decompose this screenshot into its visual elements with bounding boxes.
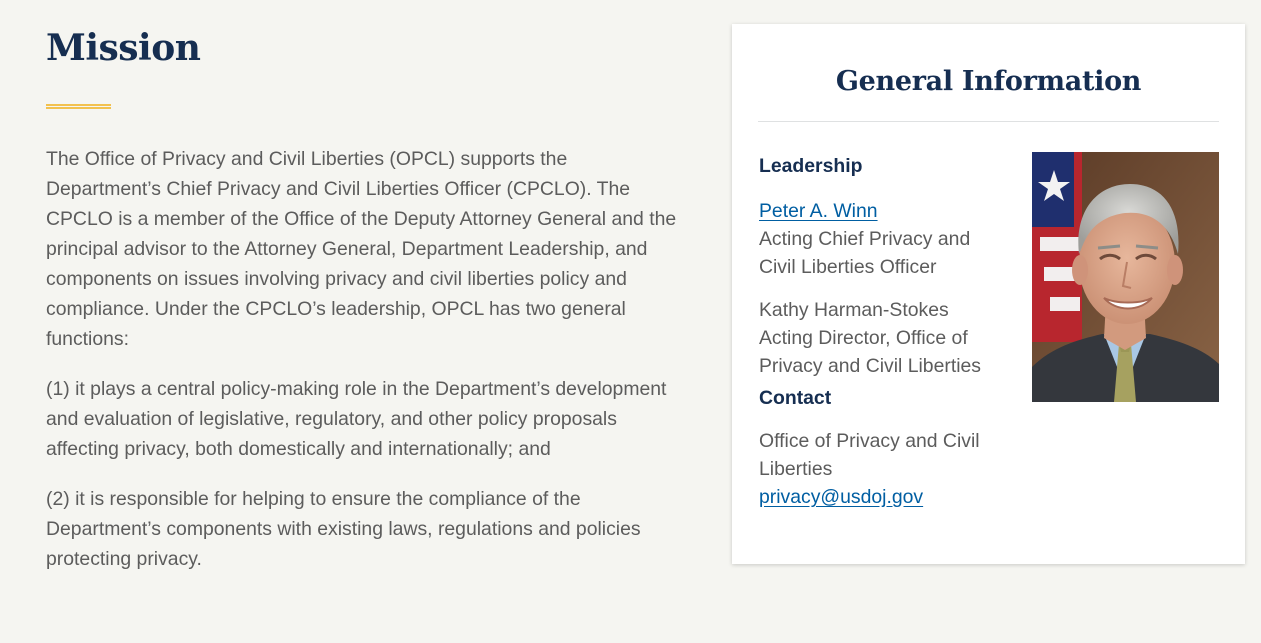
leader-title: Acting Chief Privacy and	[759, 228, 971, 250]
card-divider	[758, 121, 1219, 122]
card-title: General Information	[835, 66, 1142, 97]
mission-section	[46, 24, 686, 574]
contact-email-link[interactable]: privacy@usdoj.gov	[759, 486, 924, 508]
leader-entry	[759, 197, 1014, 281]
leader-title: Civil Liberties Officer	[759, 256, 937, 278]
general-information-card	[732, 24, 1245, 564]
leader-title: Acting Director, Office of	[759, 327, 968, 349]
leader-name-link[interactable]: Peter A. Winn	[759, 200, 878, 222]
mission-function-1: (1) it plays a central policy-making role in the Department’s development and evaluation of legislative, regulatory, and other policy proposals affecting privacy, both domestically and internationally; and	[46, 378, 667, 460]
card-details	[759, 152, 1014, 511]
contact-office: Liberties	[759, 458, 833, 480]
leader-name: Kathy Harman-Stokes	[759, 299, 949, 321]
title-accent-underline	[46, 104, 111, 109]
leadership-heading: Leadership	[759, 155, 863, 177]
mission-paragraph: The Office of Privacy and Civil Liberties (OPCL) supports the Department’s Chief Privacy and Civil Liberties Officer (CPCLO). The CPCLO is a member of the Office of the Deputy Attorney General and the principal advisor to the Attorney General, Department Leadership, and components on issues involving privacy and civil liberties policy and compliance. Under the CPCLO’s leadership, OPCL has two general functions:	[46, 148, 677, 350]
leader-title: Privacy and Civil Liberties	[759, 355, 981, 377]
mission-title: Mission	[46, 27, 201, 69]
contact-office: Office of Privacy and Civil	[759, 430, 980, 452]
contact-heading: Contact	[759, 387, 832, 409]
leader-entry	[759, 296, 1014, 380]
leader-portrait-image	[1032, 152, 1219, 402]
contact-details	[759, 427, 1014, 511]
mission-function-2: (2) it is responsible for helping to ensure the compliance of the Department’s components with existing laws, regulations and policies protecting privacy.	[46, 488, 641, 570]
